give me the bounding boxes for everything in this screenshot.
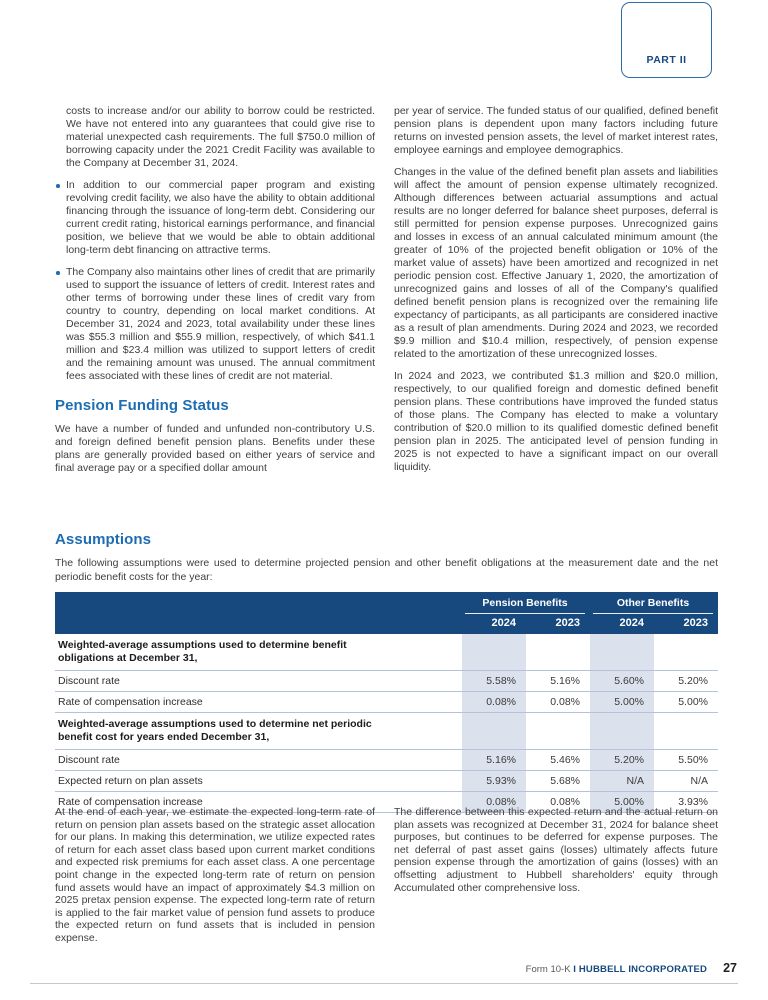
assumptions-heading: Assumptions bbox=[55, 531, 152, 548]
column-group-pension-benefits: Pension Benefits bbox=[465, 597, 585, 614]
year-header: 2024 bbox=[619, 617, 644, 629]
table-cell: 5.50% bbox=[678, 754, 708, 766]
bullet-text: The Company also maintains other lines of credit that are primarily used to support the issuance of letters of credit. Interest rates and other terms of borrowing under these lines of credit vary from country to country, depending on local market conditions. At December 31, 2024 and 2023, total availability under these lines was $55.3 million and $55.9 million, respectively, of which $41.1 million and $23.4 million was utilized to support letters of credit and the remaining amount was unused. The annual commitment fees associated with these lines of credit are not material. bbox=[66, 266, 375, 382]
paragraph: costs to increase and/or our ability to borrow could be restricted. We have not entered into any guarantees that could give rise to material unexpected cash requirements. The full $750.0 million of borrowing capacity under the 2021 Credit Facility was available to the Company at December 31, 2024. bbox=[66, 105, 375, 169]
row-label: Discount rate bbox=[58, 754, 120, 766]
footer-separator: I bbox=[573, 964, 579, 975]
table-body bbox=[55, 634, 718, 813]
bullet-icon bbox=[56, 184, 60, 188]
table-cell bbox=[590, 634, 654, 670]
table-cell: 5.16% bbox=[462, 750, 526, 770]
bullet-item bbox=[55, 179, 375, 257]
row-label: Weighted-average assumptions used to determine net periodic benefit cost for years ended December 31, bbox=[58, 718, 372, 743]
table-cell: 5.46% bbox=[550, 754, 580, 766]
table-cell: 0.08% bbox=[462, 792, 526, 812]
table-cell: 5.60% bbox=[590, 671, 654, 691]
table-cell bbox=[654, 713, 718, 749]
pension-funding-status-heading: Pension Funding Status bbox=[55, 397, 229, 414]
table-section-row bbox=[55, 634, 718, 671]
bottom-left-paragraph: At the end of each year, we estimate the expected long-term rate of return on pension plan assets based on the strategic asset allocation for our plans. In making this determination, we utilize expected rates of return for each asset class based upon current market conditions and expected risk premiums for each asset class. A one percentage point change in the expected long-term rate of return on pension fund assets would have an impact of approximately $4.3 million on 2025 pretax pension expense. The expected long-term rate of return is applied to the fair market value of pension fund assets to produce the expected return on fund assets that is included in pension expense. bbox=[55, 806, 375, 944]
table-cell: 5.16% bbox=[550, 675, 580, 687]
table-row bbox=[55, 771, 718, 792]
row-label: Rate of compensation increase bbox=[58, 696, 203, 708]
table-cell: 0.08% bbox=[550, 696, 580, 708]
table-row bbox=[55, 750, 718, 771]
right-column bbox=[394, 105, 718, 483]
table-cell: 0.08% bbox=[550, 796, 580, 808]
table-row bbox=[55, 671, 718, 692]
row-label: Rate of compensation increase bbox=[58, 796, 203, 808]
table-year-header-row bbox=[55, 614, 718, 629]
footer-divider-line bbox=[30, 983, 738, 984]
table-cell: 5.68% bbox=[550, 775, 580, 787]
header-spacer bbox=[55, 597, 462, 614]
table-cell bbox=[654, 634, 718, 670]
table-cell: 5.20% bbox=[678, 675, 708, 687]
header-spacer bbox=[55, 614, 462, 629]
left-column bbox=[55, 105, 375, 484]
table-cell: 5.00% bbox=[590, 792, 654, 812]
paragraph: per year of service. The funded status of our qualified, defined benefit pension plans is dependent upon many factors including future returns on invested pension assets, the level of market interest rates, employee earnings and employee demographics. bbox=[394, 105, 718, 156]
table-cell: N/A bbox=[590, 771, 654, 791]
table-cell: 3.93% bbox=[678, 796, 708, 808]
bullet-text: In addition to our commercial paper program and existing revolving credit facility, we also have the ability to obtain additional financing through the issuance of long-term debt. Considering our current credit rating, historical earnings performance, and financial position, we believe that we would be able to obtain additional long-term debt financing on attractive terms. bbox=[66, 179, 375, 256]
page-footer bbox=[526, 961, 737, 975]
row-label: Weighted-average assumptions used to determine benefit obligations at December 31, bbox=[58, 639, 347, 664]
paragraph: Changes in the value of the defined benefit plan assets and liabilities will affect the amount of pension expense ultimately recognized. Although differences between actuarial assumptions and actual results are no longer deferred for balance sheet purposes, deferral is still permitted for pension expense purposes. Unrecognized gains and losses in excess of an annual calculated minimum amount (the greater of 10% of the projected benefit obligation or 10% of the market value of assets) have been amortized and recognized in net periodic pension cost. Effective January 1, 2020, the amortization of unrecognized gains and losses of all of the Company's qualified defined benefit pension plans is recognized over the remaining life expectancy of participants, as all participants are considered inactive as a result of plan amendments. During 2024 and 2023, we recorded $9.9 million and $10.4 million, respectively, of pension expense related to the amortization of these unrecognized losses. bbox=[394, 166, 718, 360]
part-ii-tab bbox=[621, 2, 712, 78]
table-cell bbox=[462, 713, 526, 749]
assumptions-table bbox=[55, 592, 718, 813]
year-header: 2024 bbox=[491, 617, 516, 629]
bullet-item bbox=[55, 266, 375, 383]
table-cell: N/A bbox=[690, 775, 708, 787]
bottom-right-paragraph: The difference between this expected return and the actual return on plan assets was recognized at December 31, 2024 for balance sheet purposes, but continues to be deferred for expense purposes. The net deferral of past asset gains (losses) ultimately affects future pension expense through the amortization of gains (losses) with an offsetting adjustment to Hubbell shareholders' equity through Accumulated other comprehensive loss. bbox=[394, 806, 718, 894]
paragraph: We have a number of funded and unfunded non-contributory U.S. and foreign defined benefit pension plans. Benefits under these plans are generally provided based on either years of service and final average pay or a specified dollar amount bbox=[55, 423, 375, 474]
footer-form-label: Form 10-K bbox=[525, 964, 574, 975]
table-cell: 5.00% bbox=[678, 696, 708, 708]
table-cell: 5.20% bbox=[590, 750, 654, 770]
table-cell: 0.08% bbox=[462, 692, 526, 712]
bullet-icon bbox=[56, 271, 60, 275]
footer-company-name: HUBBELL INCORPORATED bbox=[578, 964, 708, 975]
table-cell bbox=[462, 634, 526, 670]
table-group-header-row bbox=[55, 597, 718, 614]
table-header bbox=[55, 592, 718, 634]
table-cell: 5.58% bbox=[462, 671, 526, 691]
row-label: Expected return on plan assets bbox=[58, 775, 203, 787]
paragraph: In 2024 and 2023, we contributed $1.3 million and $20.0 million, respectively, to our qualified foreign and domestic defined benefit pension plans. These contributions have improved the funded status of those plans. The Company has elected to make a voluntary contribution of $20.0 million to its qualified domestic defined benefit pension plan in 2025. The anticipated level of pension funding in 2025 is not expected to have a significant impact on our overall liquidity. bbox=[394, 370, 718, 473]
year-header: 2023 bbox=[683, 617, 708, 629]
table-cell: 5.93% bbox=[462, 771, 526, 791]
table-cell bbox=[526, 713, 590, 749]
year-header: 2023 bbox=[555, 617, 580, 629]
table-cell bbox=[590, 713, 654, 749]
table-section-row bbox=[55, 713, 718, 750]
assumptions-intro: The following assumptions were used to determine projected pension and other benefit obligations at the measurement date and the net periodic benefit costs for the year: bbox=[55, 557, 718, 583]
part-ii-label: PART II bbox=[646, 54, 687, 66]
table-row bbox=[55, 692, 718, 713]
row-label: Discount rate bbox=[58, 675, 120, 687]
column-group-other-benefits: Other Benefits bbox=[593, 597, 713, 614]
page-number: 27 bbox=[723, 961, 737, 975]
table-cell bbox=[526, 634, 590, 670]
table-cell: 5.00% bbox=[590, 692, 654, 712]
